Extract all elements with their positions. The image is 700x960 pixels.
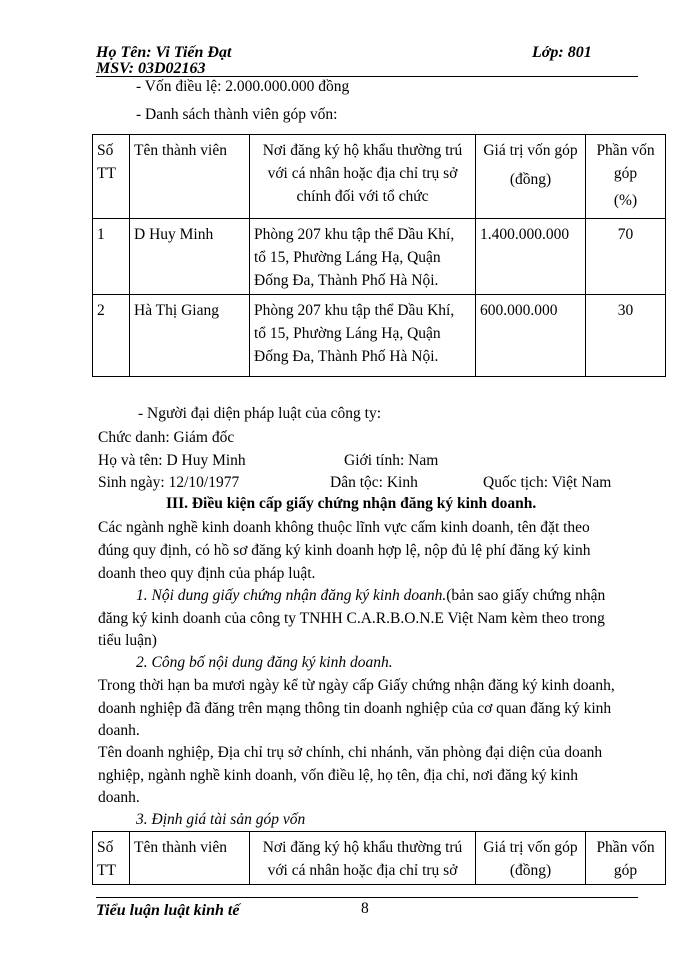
legal-rep-birth: Sinh ngày: 12/10/1977: [98, 474, 240, 491]
author-name: Họ Tên: Vi Tiến Đạt: [96, 44, 232, 61]
header-capital-value: Giá trị vốn góp (đồng): [476, 135, 586, 219]
page-number: 8: [361, 900, 369, 917]
header-share: Phần vốn góp (%): [586, 135, 666, 219]
item-1-note: (bản sao giấy chứng nhận: [446, 587, 606, 604]
footer-title: Tiểu luận luật kinh tế: [96, 902, 240, 919]
row-stt: 2: [93, 295, 130, 377]
row-share: 70: [586, 219, 666, 295]
paragraph-line: doanh.: [98, 722, 140, 739]
item-1-heading: [136, 587, 605, 605]
header-member-name: Tên thành viên: [130, 832, 250, 885]
paragraph-line: Các ngành nghề kinh doanh không thuộc lĩnh vực cấm kinh doanh, tên đặt theo: [98, 519, 590, 536]
section-title: III. Điều kiện cấp giấy chứng nhận đăng ký kinh doanh.: [166, 495, 537, 512]
table-header-row: [93, 135, 666, 219]
header-member-name: Tên thành viên: [130, 135, 250, 219]
header-rule: [96, 76, 638, 77]
legal-rep-ethnicity: Dân tộc: Kinh: [330, 474, 418, 491]
item-1-title: 1. Nội dung giấy chứng nhận đăng ký kinh doanh.: [136, 587, 447, 604]
paragraph-line: doanh.: [98, 789, 140, 806]
legal-rep-gender: Giới tính: Nam: [344, 452, 439, 469]
paragraph-line: doanh nghiệp đã đăng trên mạng thông tin doanh nghiệp của cơ quan đăng ký kinh: [98, 700, 612, 717]
legal-rep-name: Họ và tên: D Huy Minh: [98, 452, 246, 469]
table-header-row: [93, 832, 666, 885]
row-capital-value: 600.000.000: [476, 295, 586, 377]
row-stt: 1: [93, 219, 130, 295]
header-stt: Số TT: [93, 832, 130, 885]
legal-rep-heading: - Người đại diện pháp luật của công ty:: [138, 405, 382, 422]
table-row: [93, 295, 666, 377]
student-id: MSV: 03D02163: [96, 60, 206, 77]
header-stt: Số TT: [93, 135, 130, 219]
item-2-heading: 2. Công bố nội dung đăng ký kinh doanh.: [136, 654, 393, 671]
row-address: Phòng 207 khu tập thể Dầu Khí, tổ 15, Phường Láng Hạ, Quận Đống Đa, Thành Phố Hà Nội.: [250, 295, 476, 377]
paragraph-line: doanh theo quy định của pháp luật.: [98, 565, 316, 582]
legal-rep-nationality: Quốc tịch: Việt Nam: [483, 474, 612, 491]
table-row: [93, 219, 666, 295]
row-address: Phòng 207 khu tập thể Dầu Khí, tổ 15, Phường Láng Hạ, Quận Đống Đa, Thành Phố Hà Nội.: [250, 219, 476, 295]
row-member-name: D Huy Minh: [130, 219, 250, 295]
paragraph-line: tiểu luận): [98, 632, 157, 649]
row-capital-value: 1.400.000.000: [476, 219, 586, 295]
paragraph-line: Trong thời hạn ba mươi ngày kể từ ngày cấp Giấy chứng nhận đăng ký kinh doanh,: [98, 677, 615, 694]
paragraph-line: nghiệp, ngành nghề kinh doanh, vốn điều lệ, họ tên, địa chỉ, nơi đăng ký kinh: [98, 767, 579, 784]
header-share: Phần vốn góp: [586, 832, 666, 885]
legal-rep-title: Chức danh: Giám đốc: [98, 429, 235, 446]
item-3-heading: 3. Định giá tài sản góp vốn: [136, 811, 306, 828]
header-address: Nơi đăng ký hộ khẩu thường trú với cá nhân hoặc địa chỉ trụ sở chính đối với tổ chức: [250, 135, 476, 219]
row-member-name: Hà Thị Giang: [130, 295, 250, 377]
row-share: 30: [586, 295, 666, 377]
header-address: Nơi đăng ký hộ khẩu thường trú với cá nhân hoặc địa chỉ trụ sở: [250, 832, 476, 885]
paragraph-line: Tên doanh nghiệp, Địa chỉ trụ sở chính, chi nhánh, văn phòng đại diện của doanh: [98, 744, 603, 761]
asset-valuation-table: [92, 831, 666, 885]
members-heading: - Danh sách thành viên góp vốn:: [136, 106, 338, 123]
class-label: Lớp: 801: [532, 44, 592, 61]
capital-line: - Vốn điều lệ: 2.000.000.000 đồng: [136, 78, 350, 95]
header-capital-value: Giá trị vốn góp (đồng): [476, 832, 586, 885]
paragraph-line: đăng ký kinh doanh của công ty TNHH C.A.R.B.O.N.E Việt Nam kèm theo trong: [98, 610, 605, 627]
members-table: [92, 134, 666, 377]
footer-rule: [96, 897, 638, 898]
paragraph-line: đúng quy định, có hồ sơ đăng ký kinh doanh hợp lệ, nộp đủ lệ phí đăng ký kinh: [98, 542, 591, 559]
